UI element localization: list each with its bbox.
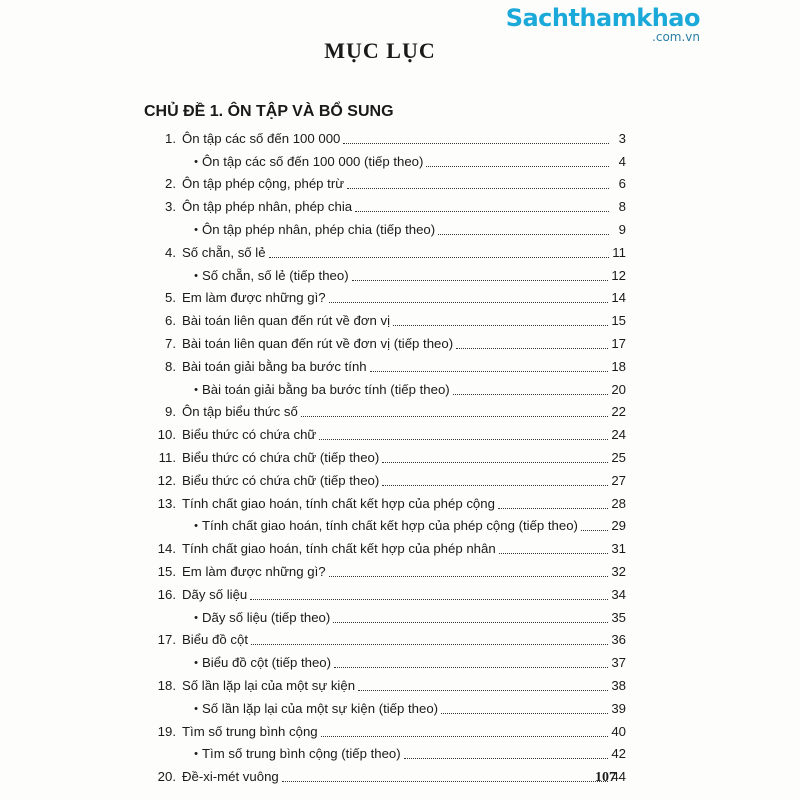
- toc-entry: [140, 762, 626, 785]
- dot-leader: [498, 508, 608, 509]
- toc-entry-page: 14: [611, 290, 626, 306]
- toc-entry-label: Tính chất giao hoán, tính chất kết hợp của phép cộng: [182, 495, 495, 511]
- toc-entry-label: Ôn tập phép nhân, phép chia (tiếp theo): [202, 221, 436, 237]
- toc-entry-page: 25: [611, 449, 626, 465]
- toc-entry: [140, 398, 626, 421]
- watermark-name: Sachthamkhao: [505, 4, 700, 32]
- toc-entry: [140, 124, 626, 147]
- toc-entry: [140, 694, 626, 717]
- toc-entry: [140, 306, 626, 329]
- toc-entry-number: 8.: [165, 358, 176, 374]
- dot-leader: [426, 166, 609, 167]
- toc-entry-label: Dãy số liệu: [182, 586, 248, 602]
- toc-entry-number: 5.: [165, 290, 176, 306]
- toc-entry-page: 35: [611, 609, 626, 625]
- toc-entry: [140, 740, 626, 763]
- toc-entry-page: 38: [611, 677, 626, 693]
- toc-entry-number: 15.: [157, 563, 176, 579]
- toc-entry: [140, 557, 626, 580]
- page-title: MỤC LỤC: [324, 38, 436, 63]
- toc-entry-number: 20.: [157, 769, 176, 785]
- toc-entry-number: 4.: [165, 244, 176, 260]
- bullet-icon: •: [194, 269, 198, 282]
- dot-leader: [319, 439, 608, 440]
- toc-entry-label: Ôn tập biểu thức số: [182, 404, 298, 420]
- toc-entry-page: 20: [611, 381, 626, 397]
- toc-entry-page: 37: [611, 655, 626, 671]
- dot-leader: [382, 485, 608, 486]
- toc-entry-number: 10.: [157, 427, 176, 443]
- dot-leader: [301, 416, 608, 417]
- toc-entry-label: Tính chất giao hoán, tính chất kết hợp của phép nhân: [182, 541, 496, 557]
- toc-entry: [140, 443, 626, 466]
- bullet-icon: •: [194, 155, 198, 168]
- toc-entry-number: 7.: [165, 335, 176, 351]
- toc-entry-label: Biểu đồ cột: [182, 632, 248, 648]
- toc-entry-page: 6: [618, 176, 626, 192]
- toc-entry-label: Tính chất giao hoán, tính chất kết hợp của phép cộng (tiếp theo): [202, 518, 578, 534]
- dot-leader: [321, 736, 609, 737]
- toc-entry-label: Ôn tập phép cộng, phép trừ: [182, 176, 345, 192]
- dot-leader: [251, 644, 608, 645]
- toc-entry: [140, 192, 626, 215]
- toc-entry-page: 3: [618, 130, 626, 146]
- toc-entry-label: Bài toán liên quan đến rút về đơn vị: [182, 313, 391, 329]
- toc-entry-label: Bài toán liên quan đến rút về đơn vị (tiếp theo): [182, 335, 454, 351]
- toc-entry: [140, 170, 626, 193]
- table-of-contents: [140, 124, 626, 785]
- toc-entry-number: 3.: [165, 199, 176, 215]
- toc-entry-label: Bài toán giải bằng ba bước tính: [182, 358, 367, 374]
- toc-entry: [140, 603, 626, 626]
- toc-entry-label: Số lần lặp lại của một sự kiện (tiếp theo): [202, 700, 439, 716]
- toc-entry-label: Số chẵn, số lẻ (tiếp theo): [202, 267, 349, 283]
- toc-entry-page: 8: [618, 199, 626, 215]
- toc-entry: [140, 648, 626, 671]
- toc-entry-page: 9: [618, 221, 626, 237]
- toc-entry-label: Đề-xi-mét vuông: [182, 769, 279, 785]
- watermark-domain: .com.vn: [652, 30, 700, 44]
- toc-entry-label: Em làm được những gì?: [182, 290, 326, 306]
- dot-leader: [329, 302, 609, 303]
- toc-entry-page: 32: [611, 563, 626, 579]
- toc-entry-page: 40: [611, 723, 626, 739]
- toc-entry-number: 18.: [157, 677, 176, 693]
- toc-entry-page: 18: [611, 358, 626, 374]
- toc-entry: [140, 420, 626, 443]
- dot-leader: [352, 280, 609, 281]
- dot-leader: [499, 553, 609, 554]
- toc-entry-number: 14.: [157, 541, 176, 557]
- bullet-icon: •: [194, 383, 198, 396]
- dot-leader: [441, 713, 608, 714]
- dot-leader: [370, 371, 609, 372]
- bullet-icon: •: [194, 657, 198, 670]
- toc-entry-label: Biểu đồ cột (tiếp theo): [202, 655, 332, 671]
- toc-entry-number: 11.: [158, 449, 176, 465]
- toc-entry-page: 39: [611, 700, 626, 716]
- dot-leader: [581, 530, 608, 531]
- toc-entry: [140, 466, 626, 489]
- toc-entry: [140, 284, 626, 307]
- toc-entry-label: Em làm được những gì?: [182, 563, 326, 579]
- toc-entry-label: Ôn tập các số đến 100 000 (tiếp theo): [202, 153, 424, 169]
- toc-entry: [140, 147, 626, 170]
- toc-entry: [140, 671, 626, 694]
- dot-leader: [456, 348, 608, 349]
- bullet-icon: •: [194, 520, 198, 533]
- toc-entry-page: 4: [618, 153, 626, 169]
- dot-leader: [355, 211, 609, 212]
- dot-leader: [343, 143, 609, 144]
- toc-entry: [140, 352, 626, 375]
- toc-entry-page: 36: [611, 632, 626, 648]
- dot-leader: [404, 758, 609, 759]
- toc-entry-number: 9.: [165, 404, 176, 420]
- bullet-icon: •: [194, 611, 198, 624]
- toc-entry-page: 42: [611, 746, 626, 762]
- toc-entry-number: 2.: [165, 176, 176, 192]
- dot-leader: [334, 667, 608, 668]
- dot-leader: [250, 599, 608, 600]
- toc-entry: [140, 215, 626, 238]
- dot-leader: [438, 234, 609, 235]
- toc-entry-page: 29: [611, 518, 626, 534]
- toc-entry: [140, 375, 626, 398]
- toc-entry-label: Biểu thức có chứa chữ (tiếp theo): [182, 449, 380, 465]
- dot-leader: [347, 188, 609, 189]
- toc-entry-number: 13.: [157, 495, 176, 511]
- toc-entry-page: 12: [611, 267, 626, 283]
- dot-leader: [282, 781, 609, 782]
- chapter-heading: CHỦ ĐỀ 1. ÔN TẬP VÀ BỔ SUNG: [144, 103, 394, 120]
- dot-leader: [453, 394, 609, 395]
- toc-entry-label: Biểu thức có chứa chữ (tiếp theo): [182, 472, 380, 488]
- toc-entry-page: 34: [611, 586, 626, 602]
- toc-entry-label: Tìm số trung bình cộng: [182, 723, 318, 739]
- toc-entry-number: 16.: [157, 586, 176, 602]
- bullet-icon: •: [194, 748, 198, 761]
- toc-entry: [140, 512, 626, 535]
- bullet-icon: •: [194, 223, 198, 236]
- toc-entry: [140, 534, 626, 557]
- toc-entry-page: 24: [611, 427, 626, 443]
- bullet-icon: •: [194, 702, 198, 715]
- toc-entry-number: 1.: [165, 130, 176, 146]
- toc-entry-page: 27: [611, 472, 626, 488]
- toc-entry-number: 6.: [165, 313, 176, 329]
- toc-entry: [140, 329, 626, 352]
- toc-entry: [140, 261, 626, 284]
- toc-entry-page: 28: [611, 495, 626, 511]
- toc-entry: [140, 717, 626, 740]
- dot-leader: [333, 622, 608, 623]
- dot-leader: [269, 257, 609, 258]
- toc-entry-label: Tìm số trung bình cộng (tiếp theo): [202, 746, 401, 762]
- dot-leader: [382, 462, 608, 463]
- toc-entry-page: 15: [611, 313, 626, 329]
- toc-entry-label: Biểu thức có chứa chữ: [182, 427, 317, 443]
- toc-entry-number: 12.: [157, 472, 176, 488]
- toc-entry-page: 11: [612, 244, 626, 260]
- toc-entry-label: Ôn tập các số đến 100 000: [182, 130, 341, 146]
- toc-entry: [140, 626, 626, 649]
- page-number: 107: [595, 770, 616, 785]
- toc-entry-page: 44: [611, 769, 626, 785]
- toc-entry-page: 31: [611, 541, 626, 557]
- toc-entry-label: Bài toán giải bằng ba bước tính (tiếp theo): [202, 381, 450, 397]
- toc-entry-page: 22: [611, 404, 626, 420]
- dot-leader: [393, 325, 608, 326]
- toc-entry-number: 19.: [157, 723, 176, 739]
- toc-entry-page: 17: [611, 335, 626, 351]
- toc-entry: [140, 580, 626, 603]
- toc-entry: [140, 238, 626, 261]
- toc-entry-label: Ôn tập phép nhân, phép chia: [182, 199, 353, 215]
- toc-entry-label: Số lần lặp lại của một sự kiện: [182, 677, 356, 693]
- toc-entry-number: 17.: [157, 632, 176, 648]
- toc-entry: [140, 489, 626, 512]
- toc-entry-label: Số chẵn, số lẻ: [182, 244, 266, 260]
- dot-leader: [358, 690, 608, 691]
- dot-leader: [329, 576, 609, 577]
- toc-entry-label: Dãy số liệu (tiếp theo): [202, 609, 331, 625]
